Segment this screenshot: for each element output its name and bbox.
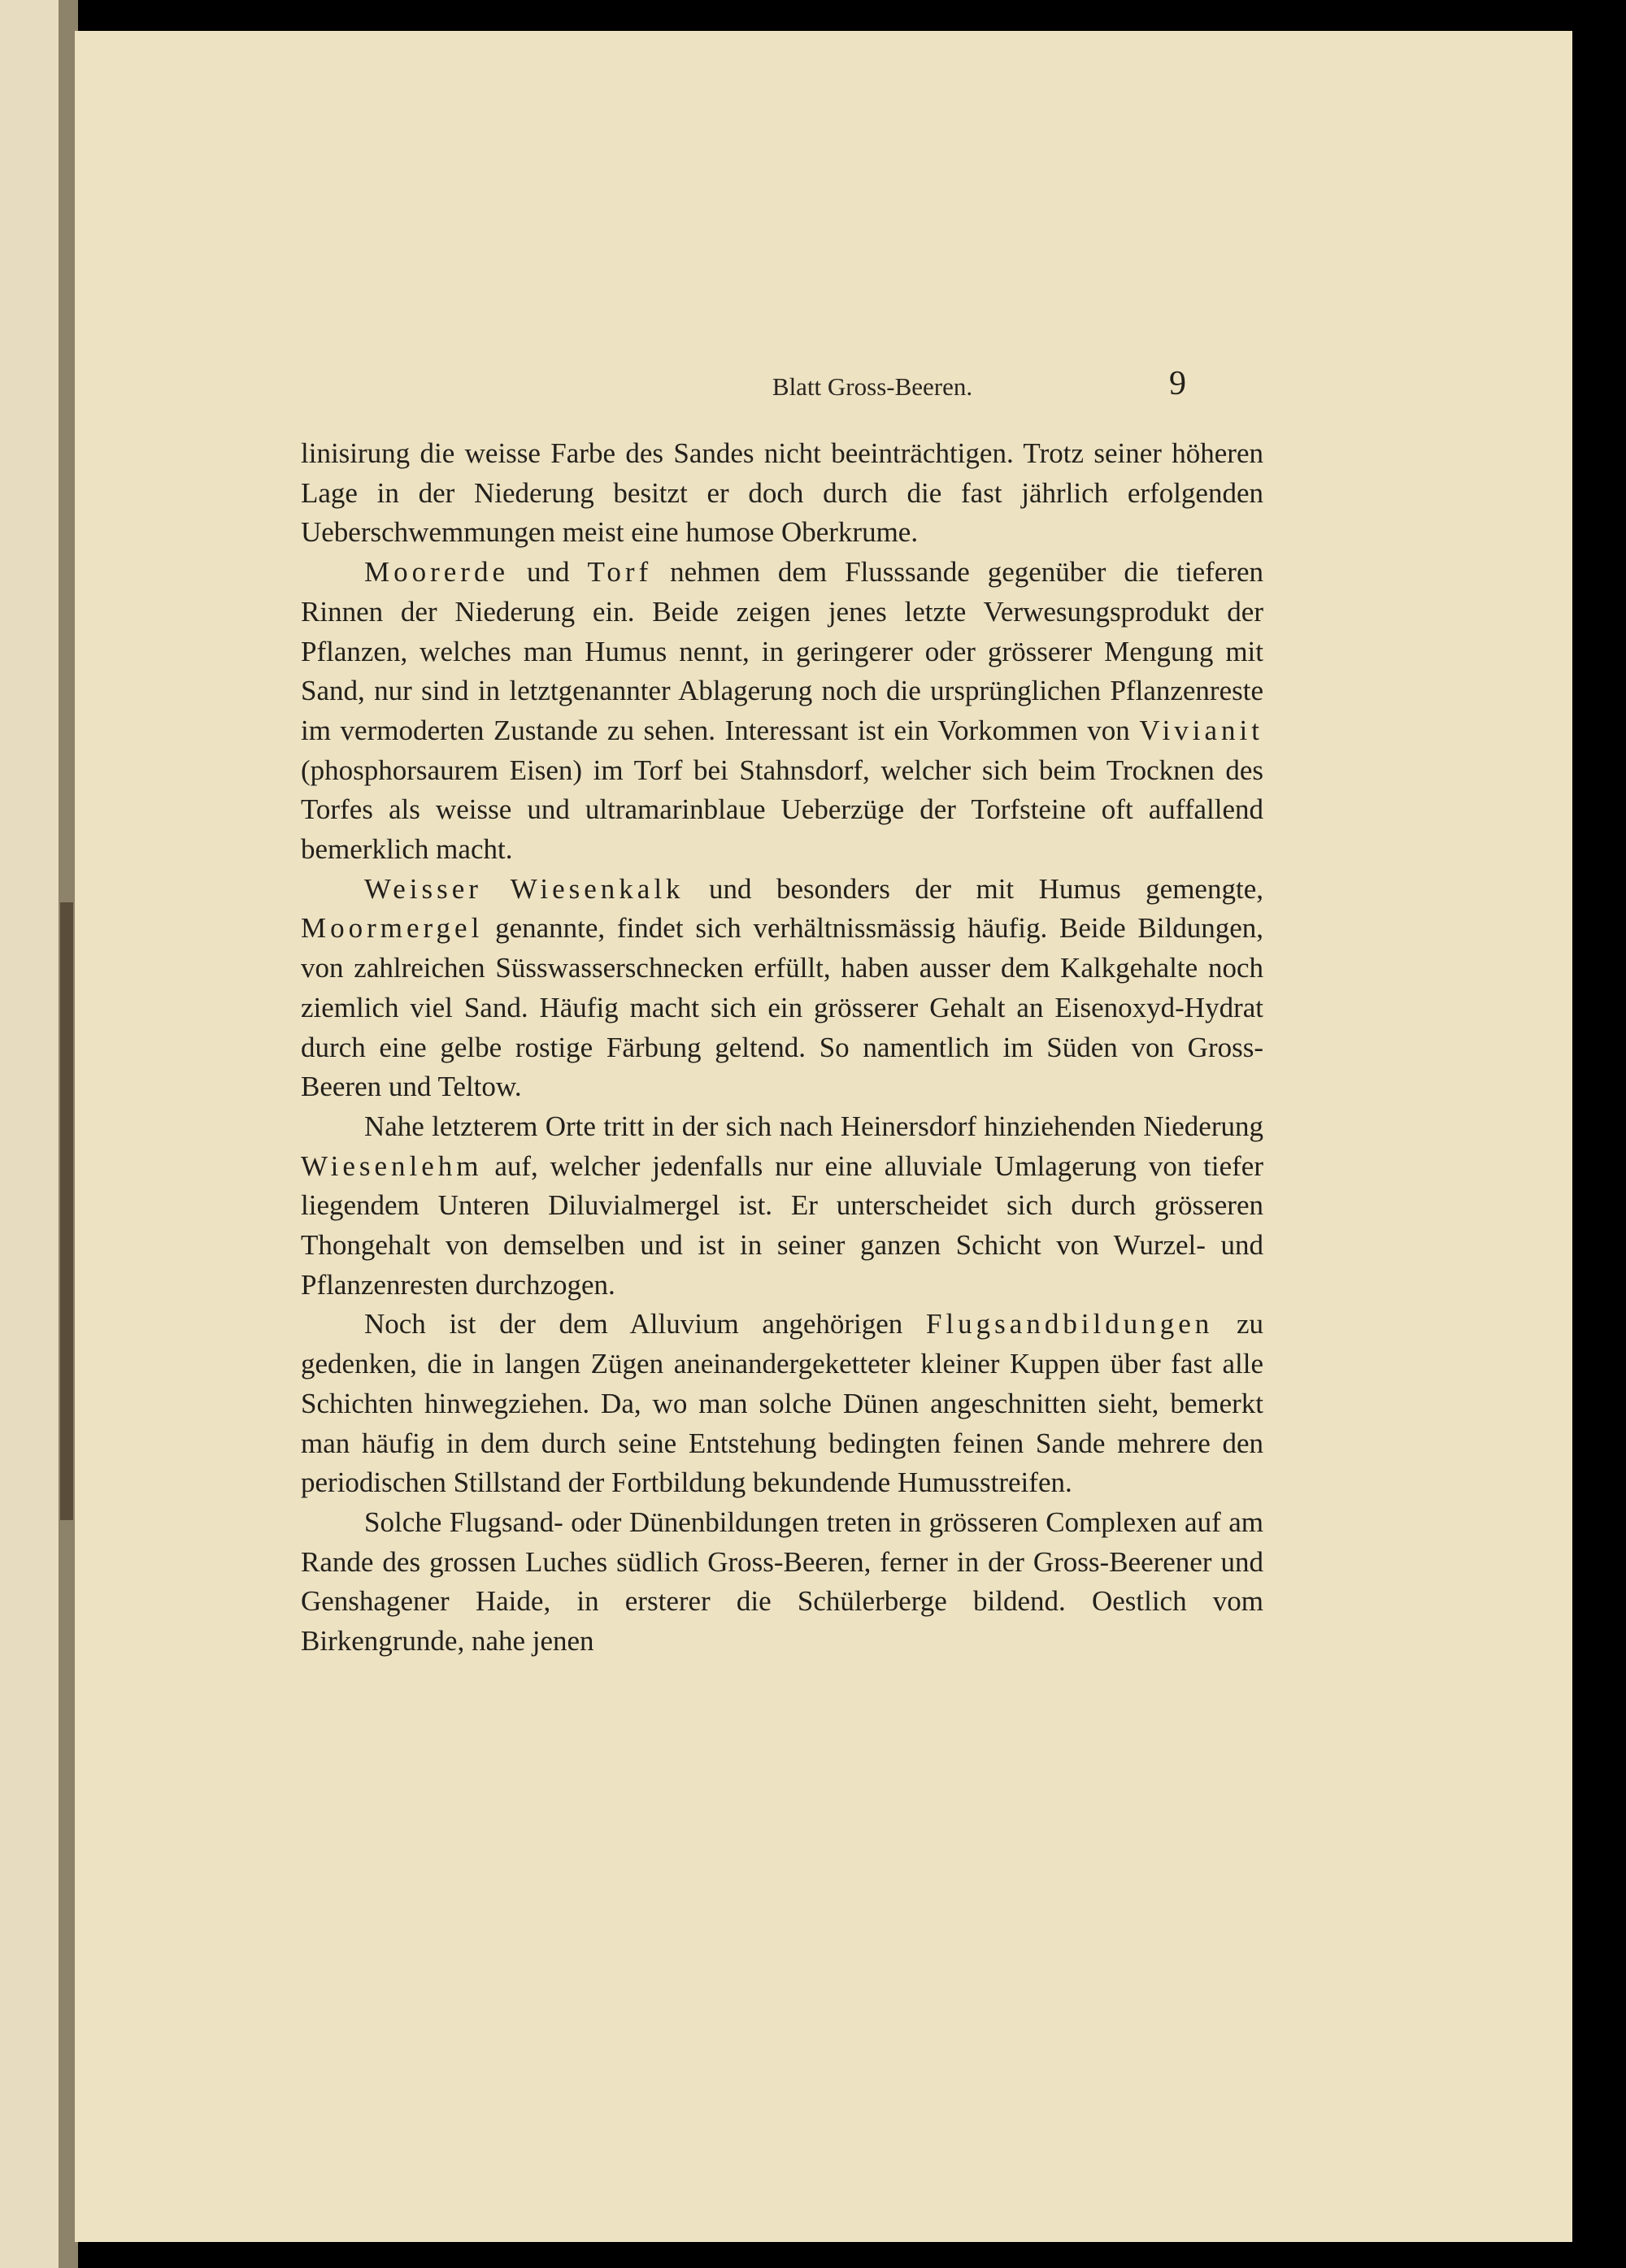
text-segment: und: [509, 556, 588, 589]
paragraph: [301, 1503, 1263, 1662]
paragraph: [301, 434, 1263, 553]
spaced-term: Moormergel: [301, 912, 484, 945]
text-segment: linisirung die weisse Farbe des Sandes nicht beeinträchtigen. Trotz seiner höheren Lage in der Niederung besitzt er doch durch die fast jährlich erfolgenden Ueberschwemmungen meist eine humose Oberkrume.: [301, 437, 1263, 549]
text-segment: (phosphorsaurem Eisen) im Torf bei Stahnsdorf, welcher sich beim Trocknen des Torfes als weisse und ultramarinblaue Ueberzüge der Torfsteine oft auffallend bemerklich macht.: [301, 754, 1263, 866]
spaced-term: Wiesenlehm: [301, 1149, 483, 1182]
book-page: [75, 31, 1572, 2242]
text-segment: Solche Flugsand- oder Dünenbildungen treten in grösseren Complexen auf am Rande des grossen Luches südlich Gross-Beeren, ferner in der Gross-Beerener und Genshagener Haide, in ersterer die Schülerberge bildend. Oestlich vom Birkengrunde, nahe jenen: [301, 1505, 1263, 1658]
text-segment: Noch ist der dem Alluvium angehörigen: [364, 1308, 926, 1340]
spaced-term: Vivianit: [1139, 714, 1263, 746]
page-number: 9: [1169, 365, 1186, 402]
running-title: Blatt Gross-Beeren.: [772, 372, 973, 401]
text-segment: zu gedenken, die in langen Zügen aneinandergeketteter kleiner Kuppen über fast alle Schichten hinwegziehen. Da, wo man solche Dünen angeschnitten sieht, bemerkt man häufig in dem durch seine Entstehung bedingten feinen Sande mehrere den periodischen Stillstand der Fortbildung bekundende Humusstreifen.: [301, 1308, 1263, 1499]
spaced-term: Weisser Wiesenkalk: [364, 872, 685, 905]
paragraph: [301, 1107, 1263, 1306]
binding-strip: [60, 902, 73, 1520]
left-page-edge: [0, 0, 67, 2268]
paragraph: [301, 870, 1263, 1107]
text-segment: auf, welcher jedenfalls nur eine alluviale Umlagerung von tiefer liegendem Unteren Diluvialmergel ist. Er unterscheidet sich durch grösseren Thongehalt von demselben und ist in seiner ganzen Schicht von Wurzel- und Pflanzenresten durchzogen.: [301, 1149, 1263, 1301]
spaced-term: Torf: [587, 556, 653, 589]
spaced-term: Flugsandbildungen: [925, 1308, 1214, 1340]
text-segment: genannte, findet sich verhältnissmässig häufig. Beide Bildungen, von zahlreichen Süsswasserschnecken erfüllt, haben ausser dem Kalkgehalte noch ziemlich viel Sand. Häufig macht sich ein grösserer Gehalt an Eisenoxyd-Hydrat durch eine gelbe rostige Färbung geltend. So namentlich im Süden von Gross-Beeren und Teltow.: [301, 912, 1263, 1103]
paragraph: [301, 553, 1263, 870]
text-segment: und besonders der mit Humus gemengte,: [684, 872, 1263, 905]
spaced-term: Moorerde: [364, 556, 510, 589]
paragraph: [301, 1305, 1263, 1503]
text-segment: nehmen dem Flusssande gegenüber die tieferen Rinnen der Niederung ein. Beide zeigen jenes letzte Verwesungsprodukt der Pflanzen, welches man Humus nennt, in geringerer oder grösserer Mengung mit Sand, nur sind in letztgenannter Ablagerung noch die ursprünglichen Pflanzenreste im vermoderten Zustande zu sehen. Interessant ist ein Vorkommen von: [301, 556, 1263, 746]
text-segment: Nahe letzterem Orte tritt in der sich nach Heinersdorf hinziehenden Niederung: [364, 1110, 1263, 1142]
body-text: [301, 434, 1263, 1662]
